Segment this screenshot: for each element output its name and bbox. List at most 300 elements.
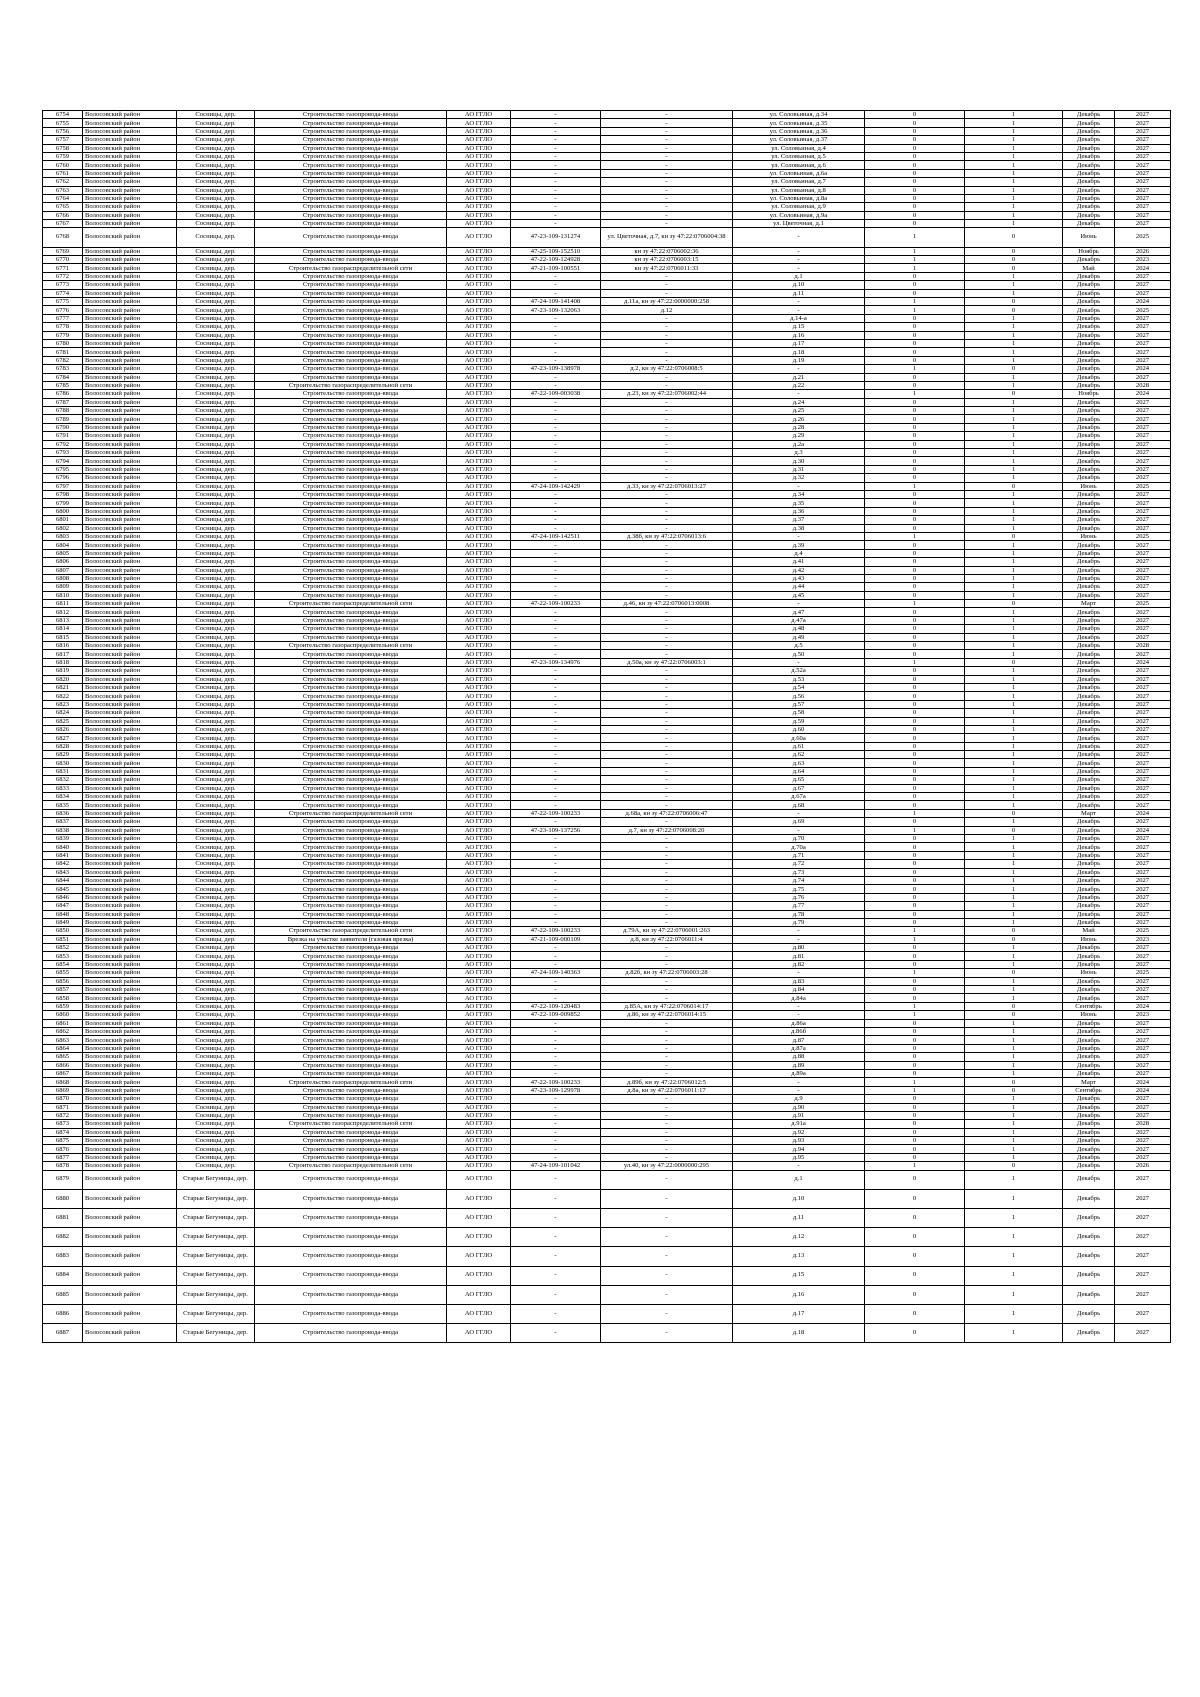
address-cell: д.71	[733, 851, 865, 859]
count-a-cell: 0	[865, 339, 965, 347]
district-cell: Волосовский район	[83, 398, 177, 406]
count-a-cell: 1	[865, 927, 965, 935]
district-cell: Волосовский район	[83, 759, 177, 767]
work-type-cell: Строительство газопровода-ввода	[255, 1027, 447, 1035]
organization-cell: АО ГГЛО	[447, 591, 511, 599]
count-b-cell: 1	[965, 835, 1063, 843]
organization-cell: АО ГГЛО	[447, 272, 511, 280]
district-cell: Волосовский район	[83, 642, 177, 650]
count-b-cell: 0	[965, 927, 1063, 935]
district-cell: Волосовский район	[83, 1162, 177, 1170]
year-cell: 2027	[1115, 835, 1171, 843]
cadastral-address-cell: д.89б, кн зу 47:22:0706012:5	[601, 1078, 733, 1086]
year-cell: 2027	[1115, 194, 1171, 202]
work-type-cell: Строительство газопровода-ввода	[255, 356, 447, 364]
application-number-cell: -	[511, 136, 601, 144]
row-number: 6881	[43, 1209, 83, 1228]
row-number: 6837	[43, 818, 83, 826]
address-cell: д.35	[733, 499, 865, 507]
application-number-cell: -	[511, 616, 601, 624]
table-row	[43, 1095, 1171, 1103]
month-cell: Декабрь	[1063, 616, 1115, 624]
district-cell: Волосовский район	[83, 541, 177, 549]
count-a-cell: 1	[865, 256, 965, 264]
settlement-cell: Сосницы, дер.	[177, 868, 255, 876]
cadastral-address-cell: -	[601, 633, 733, 641]
row-number: 6849	[43, 918, 83, 926]
address-cell: д.52а	[733, 667, 865, 675]
table-row	[43, 203, 1171, 211]
address-cell: д.77	[733, 902, 865, 910]
address-cell: ул. Соловьиная, д.37	[733, 136, 865, 144]
settlement-cell: Сосницы, дер.	[177, 119, 255, 127]
work-type-cell: Строительство газопровода-ввода	[255, 449, 447, 457]
month-cell: Декабрь	[1063, 591, 1115, 599]
month-cell: Декабрь	[1063, 977, 1115, 985]
table-row	[43, 111, 1171, 119]
count-a-cell: 1	[865, 935, 965, 943]
month-cell: Декабрь	[1063, 1189, 1115, 1208]
district-cell: Волосовский район	[83, 1095, 177, 1103]
table-row	[43, 211, 1171, 219]
month-cell: Декабрь	[1063, 818, 1115, 826]
work-type-cell: Строительство газопровода-ввода	[255, 944, 447, 952]
district-cell: Волосовский район	[83, 415, 177, 423]
work-type-cell: Строительство газопровода-ввода	[255, 490, 447, 498]
year-cell: 2027	[1115, 751, 1171, 759]
month-cell: Декабрь	[1063, 1247, 1115, 1266]
count-b-cell: 1	[965, 994, 1063, 1002]
year-cell: 2027	[1115, 1324, 1171, 1343]
year-cell: 2027	[1115, 348, 1171, 356]
address-cell: д.91а	[733, 1120, 865, 1128]
count-a-cell: 0	[865, 423, 965, 431]
row-number: 6787	[43, 398, 83, 406]
address-cell: д.47а	[733, 616, 865, 624]
count-a-cell: 0	[865, 1266, 965, 1285]
cadastral-address-cell: -	[601, 186, 733, 194]
address-cell: -	[733, 256, 865, 264]
count-b-cell: 1	[965, 161, 1063, 169]
month-cell: Декабрь	[1063, 1228, 1115, 1247]
cadastral-address-cell: -	[601, 457, 733, 465]
application-number-cell: -	[511, 868, 601, 876]
count-b-cell: 0	[965, 658, 1063, 666]
application-number-cell: -	[511, 516, 601, 524]
organization-cell: АО ГГЛО	[447, 910, 511, 918]
table-row	[43, 1145, 1171, 1153]
address-cell: д.15	[733, 1266, 865, 1285]
district-cell: Волосовский район	[83, 331, 177, 339]
cadastral-address-cell: -	[601, 667, 733, 675]
count-b-cell: 0	[965, 256, 1063, 264]
cadastral-address-cell: -	[601, 440, 733, 448]
work-type-cell: Строительство газопровода-ввода	[255, 742, 447, 750]
district-cell: Волосовский район	[83, 264, 177, 272]
row-number: 6812	[43, 608, 83, 616]
application-number-cell: -	[511, 1061, 601, 1069]
address-cell: -	[733, 809, 865, 817]
work-type-cell: Строительство газопровода-ввода	[255, 119, 447, 127]
count-a-cell: 1	[865, 247, 965, 255]
year-cell: 2027	[1115, 902, 1171, 910]
work-type-cell: Строительство газопровода-ввода	[255, 918, 447, 926]
cadastral-address-cell: -	[601, 759, 733, 767]
application-number-cell: -	[511, 986, 601, 994]
application-number-cell: -	[511, 1095, 601, 1103]
table-row	[43, 960, 1171, 968]
count-a-cell: 0	[865, 348, 965, 356]
cadastral-address-cell: -	[601, 549, 733, 557]
table-row	[43, 161, 1171, 169]
district-cell: Волосовский район	[83, 1036, 177, 1044]
count-b-cell: 1	[965, 516, 1063, 524]
count-a-cell: 0	[865, 314, 965, 322]
cadastral-address-cell: -	[601, 415, 733, 423]
count-b-cell: 1	[965, 801, 1063, 809]
count-b-cell: 1	[965, 169, 1063, 177]
address-cell: д.57	[733, 700, 865, 708]
application-number-cell: -	[511, 373, 601, 381]
settlement-cell: Сосницы, дер.	[177, 465, 255, 473]
work-type-cell: Строительство газопровода-ввода	[255, 633, 447, 641]
table-row	[43, 152, 1171, 160]
count-b-cell: 1	[965, 625, 1063, 633]
district-cell: Волосовский район	[83, 658, 177, 666]
settlement-cell: Сосницы, дер.	[177, 549, 255, 557]
count-b-cell: 1	[965, 642, 1063, 650]
count-b-cell: 1	[965, 1095, 1063, 1103]
organization-cell: АО ГГЛО	[447, 144, 511, 152]
district-cell: Волосовский район	[83, 289, 177, 297]
count-a-cell: 0	[865, 1036, 965, 1044]
organization-cell: АО ГГЛО	[447, 851, 511, 859]
count-b-cell: 1	[965, 843, 1063, 851]
year-cell: 2027	[1115, 1285, 1171, 1304]
district-cell: Волосовский район	[83, 692, 177, 700]
application-number-cell: -	[511, 1053, 601, 1061]
count-a-cell: 0	[865, 751, 965, 759]
application-number-cell: 47-23-109-138978	[511, 365, 601, 373]
address-cell: д.87а	[733, 1044, 865, 1052]
cadastral-address-cell: -	[601, 868, 733, 876]
year-cell: 2024	[1115, 826, 1171, 834]
application-number-cell: -	[511, 111, 601, 119]
year-cell: 2027	[1115, 119, 1171, 127]
month-cell: Декабрь	[1063, 860, 1115, 868]
organization-cell: АО ГГЛО	[447, 583, 511, 591]
settlement-cell: Сосницы, дер.	[177, 407, 255, 415]
application-number-cell: -	[511, 667, 601, 675]
organization-cell: АО ГГЛО	[447, 835, 511, 843]
cadastral-address-cell: -	[601, 1027, 733, 1035]
table-row	[43, 709, 1171, 717]
month-cell: Декабрь	[1063, 323, 1115, 331]
application-number-cell: -	[511, 211, 601, 219]
row-number: 6769	[43, 247, 83, 255]
month-cell: Декабрь	[1063, 717, 1115, 725]
district-cell: Волосовский район	[83, 767, 177, 775]
application-number-cell: -	[511, 1170, 601, 1189]
count-b-cell: 1	[965, 1120, 1063, 1128]
row-number: 6780	[43, 339, 83, 347]
year-cell: 2027	[1115, 910, 1171, 918]
count-a-cell: 1	[865, 1162, 965, 1170]
count-b-cell: 0	[965, 532, 1063, 540]
month-cell: Декабрь	[1063, 558, 1115, 566]
table-row	[43, 784, 1171, 792]
month-cell: Декабрь	[1063, 885, 1115, 893]
settlement-cell: Сосницы, дер.	[177, 1019, 255, 1027]
organization-cell: АО ГГЛО	[447, 927, 511, 935]
organization-cell: АО ГГЛО	[447, 1069, 511, 1077]
settlement-cell: Сосницы, дер.	[177, 625, 255, 633]
district-cell: Волосовский район	[83, 625, 177, 633]
application-number-cell: -	[511, 793, 601, 801]
count-b-cell: 1	[965, 1111, 1063, 1119]
row-number: 6758	[43, 144, 83, 152]
address-cell: д.81	[733, 952, 865, 960]
district-cell: Волосовский район	[83, 186, 177, 194]
row-number: 6820	[43, 675, 83, 683]
count-b-cell: 1	[965, 373, 1063, 381]
month-cell: Декабрь	[1063, 373, 1115, 381]
cadastral-address-cell: -	[601, 211, 733, 219]
count-a-cell: 0	[865, 220, 965, 228]
work-type-cell: Строительство газопровода-ввода	[255, 818, 447, 826]
organization-cell: АО ГГЛО	[447, 365, 511, 373]
row-number: 6839	[43, 835, 83, 843]
organization-cell: АО ГГЛО	[447, 1044, 511, 1052]
month-cell: Декабрь	[1063, 541, 1115, 549]
organization-cell: АО ГГЛО	[447, 625, 511, 633]
work-type-cell: Строительство газопровода-ввода	[255, 885, 447, 893]
organization-cell: АО ГГЛО	[447, 1285, 511, 1304]
month-cell: Декабрь	[1063, 843, 1115, 851]
count-b-cell: 1	[965, 549, 1063, 557]
address-cell: д.67а	[733, 793, 865, 801]
cadastral-address-cell: -	[601, 751, 733, 759]
address-cell: ул. Соловьиная, д.34	[733, 111, 865, 119]
work-type-cell: Строительство газопровода-ввода	[255, 683, 447, 691]
work-type-cell: Строительство газораспределительной сети	[255, 927, 447, 935]
application-number-cell: -	[511, 977, 601, 985]
count-b-cell: 1	[965, 818, 1063, 826]
application-number-cell: -	[511, 474, 601, 482]
district-cell: Волосовский район	[83, 1153, 177, 1161]
month-cell: Декабрь	[1063, 960, 1115, 968]
count-b-cell: 1	[965, 1247, 1063, 1266]
count-a-cell: 1	[865, 826, 965, 834]
table-row	[43, 390, 1171, 398]
count-a-cell: 0	[865, 1189, 965, 1208]
table-row	[43, 356, 1171, 364]
organization-cell: АО ГГЛО	[447, 390, 511, 398]
address-cell: д.10	[733, 281, 865, 289]
settlement-cell: Сосницы, дер.	[177, 742, 255, 750]
row-number: 6802	[43, 524, 83, 532]
address-cell: д.68	[733, 801, 865, 809]
application-number-cell: 47-22-109-003038	[511, 390, 601, 398]
work-type-cell: Строительство газопровода-ввода	[255, 876, 447, 884]
address-cell: ул. Соловьиная, д.9	[733, 203, 865, 211]
count-a-cell: 0	[865, 944, 965, 952]
cadastral-address-cell: -	[601, 136, 733, 144]
application-number-cell: -	[511, 759, 601, 767]
application-number-cell: -	[511, 767, 601, 775]
cadastral-address-cell: -	[601, 119, 733, 127]
settlement-cell: Сосницы, дер.	[177, 986, 255, 994]
address-cell: д.22	[733, 381, 865, 389]
month-cell: Декабрь	[1063, 826, 1115, 834]
work-type-cell: Строительство газопровода-ввода	[255, 910, 447, 918]
year-cell: 2027	[1115, 742, 1171, 750]
count-a-cell: 0	[865, 977, 965, 985]
count-b-cell: 0	[965, 482, 1063, 490]
application-number-cell: -	[511, 331, 601, 339]
work-type-cell: Строительство газопровода-ввода	[255, 1111, 447, 1119]
organization-cell: АО ГГЛО	[447, 558, 511, 566]
count-b-cell: 1	[965, 1128, 1063, 1136]
organization-cell: АО ГГЛО	[447, 667, 511, 675]
organization-cell: АО ГГЛО	[447, 465, 511, 473]
settlement-cell: Сосницы, дер.	[177, 314, 255, 322]
settlement-cell: Сосницы, дер.	[177, 566, 255, 574]
application-number-cell: -	[511, 918, 601, 926]
application-number-cell: -	[511, 152, 601, 160]
district-cell: Волосовский район	[83, 1120, 177, 1128]
month-cell: Декабрь	[1063, 449, 1115, 457]
application-number-cell: -	[511, 524, 601, 532]
application-number-cell: -	[511, 742, 601, 750]
settlement-cell: Сосницы, дер.	[177, 910, 255, 918]
month-cell: Декабрь	[1063, 381, 1115, 389]
year-cell: 2027	[1115, 1153, 1171, 1161]
settlement-cell: Сосницы, дер.	[177, 725, 255, 733]
count-b-cell: 1	[965, 136, 1063, 144]
cadastral-address-cell: -	[601, 1228, 733, 1247]
year-cell: 2027	[1115, 1103, 1171, 1111]
district-cell: Волосовский район	[83, 348, 177, 356]
address-cell: д.28	[733, 423, 865, 431]
work-type-cell: Строительство газопровода-ввода	[255, 289, 447, 297]
district-cell: Волосовский район	[83, 220, 177, 228]
count-a-cell: 0	[865, 1027, 965, 1035]
cadastral-address-cell: -	[601, 574, 733, 582]
work-type-cell: Строительство газопровода-ввода	[255, 524, 447, 532]
district-cell: Волосовский район	[83, 499, 177, 507]
count-a-cell: 0	[865, 1304, 965, 1323]
application-number-cell: 47-24-109-142511	[511, 532, 601, 540]
count-b-cell: 1	[965, 339, 1063, 347]
row-number: 6779	[43, 331, 83, 339]
work-type-cell: Строительство газопровода-ввода	[255, 1153, 447, 1161]
cadastral-address-cell: -	[601, 111, 733, 119]
organization-cell: АО ГГЛО	[447, 608, 511, 616]
row-number: 6853	[43, 952, 83, 960]
cadastral-address-cell: -	[601, 373, 733, 381]
district-cell: Волосовский район	[83, 127, 177, 135]
count-a-cell: 0	[865, 1120, 965, 1128]
application-number-cell: 47-21-109-100551	[511, 264, 601, 272]
application-number-cell: -	[511, 549, 601, 557]
count-b-cell: 1	[965, 1324, 1063, 1343]
cadastral-address-cell: -	[601, 490, 733, 498]
row-number: 6761	[43, 169, 83, 177]
organization-cell: АО ГГЛО	[447, 1011, 511, 1019]
work-type-cell: Строительство газопровода-ввода	[255, 558, 447, 566]
work-type-cell: Строительство газопровода-ввода	[255, 1209, 447, 1228]
organization-cell: АО ГГЛО	[447, 524, 511, 532]
month-cell: Декабрь	[1063, 111, 1115, 119]
count-a-cell: 0	[865, 960, 965, 968]
organization-cell: АО ГГЛО	[447, 633, 511, 641]
count-a-cell: 0	[865, 667, 965, 675]
cadastral-address-cell: -	[601, 1069, 733, 1077]
settlement-cell: Сосницы, дер.	[177, 356, 255, 364]
table-row	[43, 440, 1171, 448]
district-cell: Волосовский район	[83, 272, 177, 280]
cadastral-address-cell: -	[601, 1324, 733, 1343]
month-cell: Декабрь	[1063, 1027, 1115, 1035]
table-row	[43, 532, 1171, 540]
application-number-cell: -	[511, 1153, 601, 1161]
month-cell: Декабрь	[1063, 851, 1115, 859]
year-cell: 2027	[1115, 893, 1171, 901]
year-cell: 2027	[1115, 1128, 1171, 1136]
month-cell: Декабрь	[1063, 474, 1115, 482]
row-number: 6771	[43, 264, 83, 272]
organization-cell: АО ГГЛО	[447, 306, 511, 314]
cadastral-address-cell: -	[601, 323, 733, 331]
settlement-cell: Старые Бегуницы, дер.	[177, 1209, 255, 1228]
table-row	[43, 1189, 1171, 1208]
address-cell: -	[733, 935, 865, 943]
row-number: 6833	[43, 784, 83, 792]
cadastral-address-cell: -	[601, 423, 733, 431]
year-cell: 2027	[1115, 356, 1171, 364]
organization-cell: АО ГГЛО	[447, 826, 511, 834]
count-a-cell: 0	[865, 818, 965, 826]
address-cell: ул. Соловьиная, д.9а	[733, 211, 865, 219]
cadastral-address-cell: -	[601, 893, 733, 901]
table-row	[43, 809, 1171, 817]
month-cell: Декабрь	[1063, 1285, 1115, 1304]
application-number-cell: -	[511, 161, 601, 169]
count-a-cell: 0	[865, 272, 965, 280]
application-number-cell: -	[511, 1027, 601, 1035]
settlement-cell: Старые Бегуницы, дер.	[177, 1170, 255, 1189]
row-number: 6755	[43, 119, 83, 127]
address-cell: д.94	[733, 1145, 865, 1153]
table-row	[43, 642, 1171, 650]
application-number-cell: -	[511, 119, 601, 127]
year-cell: 2027	[1115, 667, 1171, 675]
application-number-cell: -	[511, 893, 601, 901]
cadastral-address-cell: д.33, кн зу 47:22:0706013:27	[601, 482, 733, 490]
month-cell: Июнь	[1063, 482, 1115, 490]
year-cell: 2027	[1115, 186, 1171, 194]
cadastral-address-cell: -	[601, 1128, 733, 1136]
address-cell: ул. Соловьиная, д.6а	[733, 169, 865, 177]
row-number: 6806	[43, 558, 83, 566]
settlement-cell: Сосницы, дер.	[177, 574, 255, 582]
table-row	[43, 902, 1171, 910]
month-cell: Май	[1063, 264, 1115, 272]
application-number-cell: -	[511, 910, 601, 918]
address-cell: д.2а	[733, 440, 865, 448]
application-number-cell: -	[511, 499, 601, 507]
